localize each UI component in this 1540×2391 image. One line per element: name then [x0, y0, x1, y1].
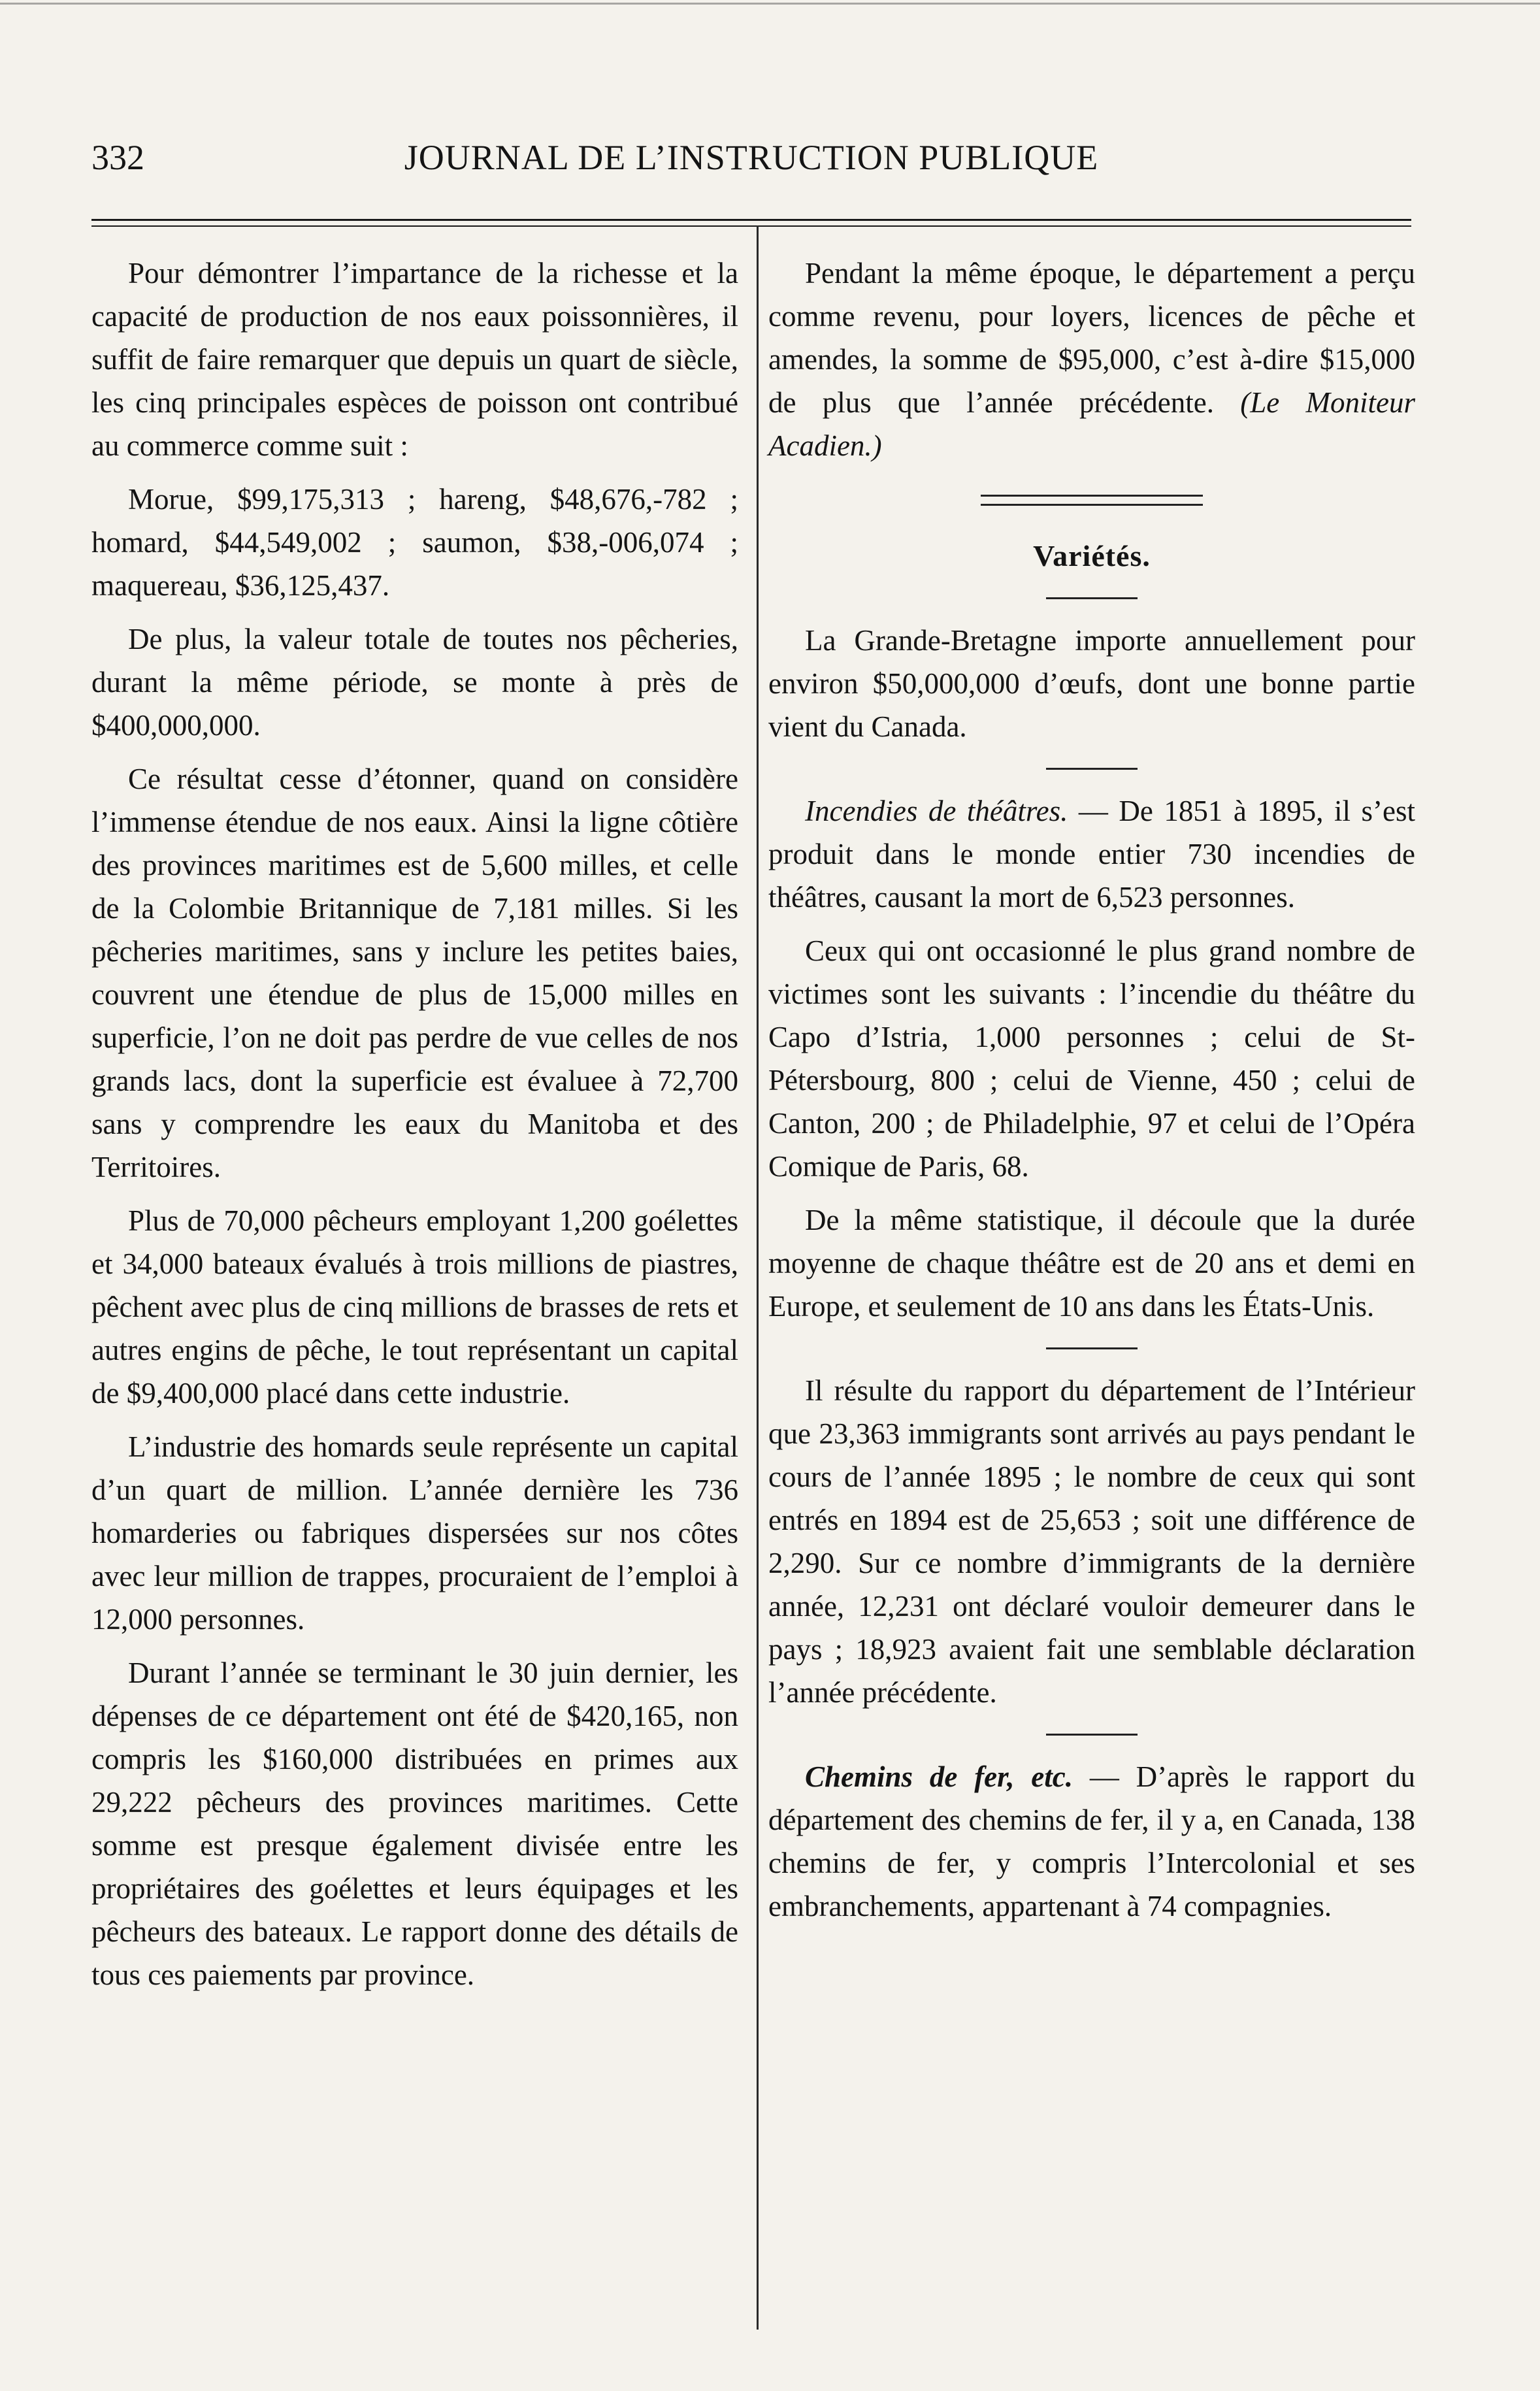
separator [1046, 597, 1138, 599]
paragraph: Ce résultat cesse d’étonner, quand on considère l’immense étendue de nos eaux. Ainsi la ligne côtière des provinces maritimes est de 5,600 milles, et celle de la Colombie Britannique de 7,181 milles. Si les pêcheries maritimes, sans y inclure les petites baies, couvrent une étendue de plus de 15,000 milles en superficie, l’on ne doit pas perdre de vue celles de nos grands lacs, dont la superficie est évaluee à 72,700 sans y comprendre les eaux du Manitoba et des Territoires. [91, 763, 738, 1183]
page-number: 332 [91, 138, 144, 177]
item-title: Chemins de fer, etc. [805, 1760, 1073, 1793]
item-text: De 1851 à 1895, il s’est produit dans le monde entier 730 incendies de théâtres, causant la mort de 6,523 personnes. [768, 795, 1415, 914]
item-oeufs: La Grande-Bretagne importe annuellement pour environ $50,000,000 d’œufs, dont une bonne partie vient du Canada. [768, 624, 1415, 743]
header-rule-bottom [91, 225, 1411, 227]
item-incendies [768, 789, 1415, 919]
column-divider [757, 225, 759, 2330]
paragraph: Ceux qui ont occasionné le plus grand nombre de victimes sont les suivants : l’incendie du théâtre du Capo d’Istria, 1,000 personnes ; celui de St-Pétersbourg, 800 ; celui de Vienne, 450 ; celui de Canton, 200 ; de Philadelphie, 97 et celui de l’Opéra Comique de Paris, 68. [768, 934, 1415, 1183]
running-title: JOURNAL DE L’INSTRUCTION PUBLIQUE [404, 138, 1099, 177]
source-citation: (Le Moniteur Acadien.) [768, 386, 1415, 462]
top-edge-line [0, 3, 1540, 5]
paragraph: L’industrie des homards seule représente un capital d’un quart de million. L’année dernière les 736 homarderies ou fabriques dispersées sur nos côtes avec leur million de trappes, procuraient de l’emploi à 12,000 personnes. [91, 1430, 738, 1636]
dash: — [1068, 795, 1119, 827]
paragraph: Morue, $99,175,313 ; hareng, $48,676,-782 ; homard, $44,549,002 ; saumon, $38,-006,074 ; maquereau, $36,125,437. [91, 483, 738, 602]
item-text: D’après le rapport du département des chemins de fer, il y a, en Canada, 138 chemins de fer, y compris l’Intercolonial et ses embranchements, appartenant à 74 compagnies. [768, 1760, 1416, 1922]
section-title-varietes: Variétés. [1033, 539, 1151, 572]
left-column [91, 252, 738, 2007]
separator [1046, 1347, 1138, 1349]
section-double-rule [981, 495, 1203, 506]
paragraph: Durant l’année se terminant le 30 juin dernier, les dépenses de ce département ont été de $420,165, non compris les $160,000 distribuées en primes aux 29,222 pêcheurs des provinces maritimes. Cette somme est presque également divisée entre les propriétaires des goélettes et leurs équipages et les pêcheurs des bateaux. Le rapport donne des détails de tous ces paiements par province. [91, 1657, 738, 1991]
paragraph: De plus, la valeur totale de toutes nos pêcheries, durant la même période, se monte à près de $400,000,000. [91, 623, 738, 742]
paragraph: Pour démontrer l’impartance de la richesse et la capacité de production de nos eaux poissonnières, il suffit de faire remarquer que depuis un quart de siècle, les cinq principales espèces de poisson ont contribué au commerce comme suit : [91, 257, 738, 462]
paragraph: Plus de 70,000 pêcheurs employant 1,200 goélettes et 34,000 bateaux évalués à trois millions de piastres, pêchent avec plus de cinq millions de brasses de rets et autres engins de pêche, le tout représentant un capital de $9,400,000 placé dans cette industrie. [91, 1204, 738, 1410]
intro-text: Pendant la même époque, le département a perçu comme revenu, pour loyers, licences de pêche et amendes, la somme de $95,000, c’est à-dire $15,000 de plus que l’année précédente. [768, 257, 1415, 419]
paragraph: De la même statistique, il découle que la durée moyenne de chaque théâtre est de 20 ans et demi en Europe, et seulement de 10 ans dans les États-Unis. [768, 1204, 1415, 1323]
page-header [91, 137, 1411, 183]
item-immigrants: Il résulte du rapport du département de l’Intérieur que 23,363 immigrants sont arrivés au pays pendant le cours de l’année 1895 ; le nombre de ceux qui sont entrés en 1894 est de 25,653 ; soit une différence de 2,290. Sur ce nombre d’immigrants de la dernière année, 12,231 ont déclaré vouloir demeurer dans le pays ; 18,923 avaient fait une semblable déclaration l’année précédente. [768, 1374, 1415, 1709]
right-column [768, 252, 1415, 1938]
item-title: Incendies de théâtres. [805, 795, 1068, 827]
separator [1046, 1734, 1138, 1736]
item-chemins-de-fer [768, 1755, 1415, 1928]
dash: — [1072, 1760, 1136, 1793]
header-rule-top [91, 219, 1411, 221]
intro-paragraph [768, 252, 1415, 467]
separator [1046, 768, 1138, 770]
